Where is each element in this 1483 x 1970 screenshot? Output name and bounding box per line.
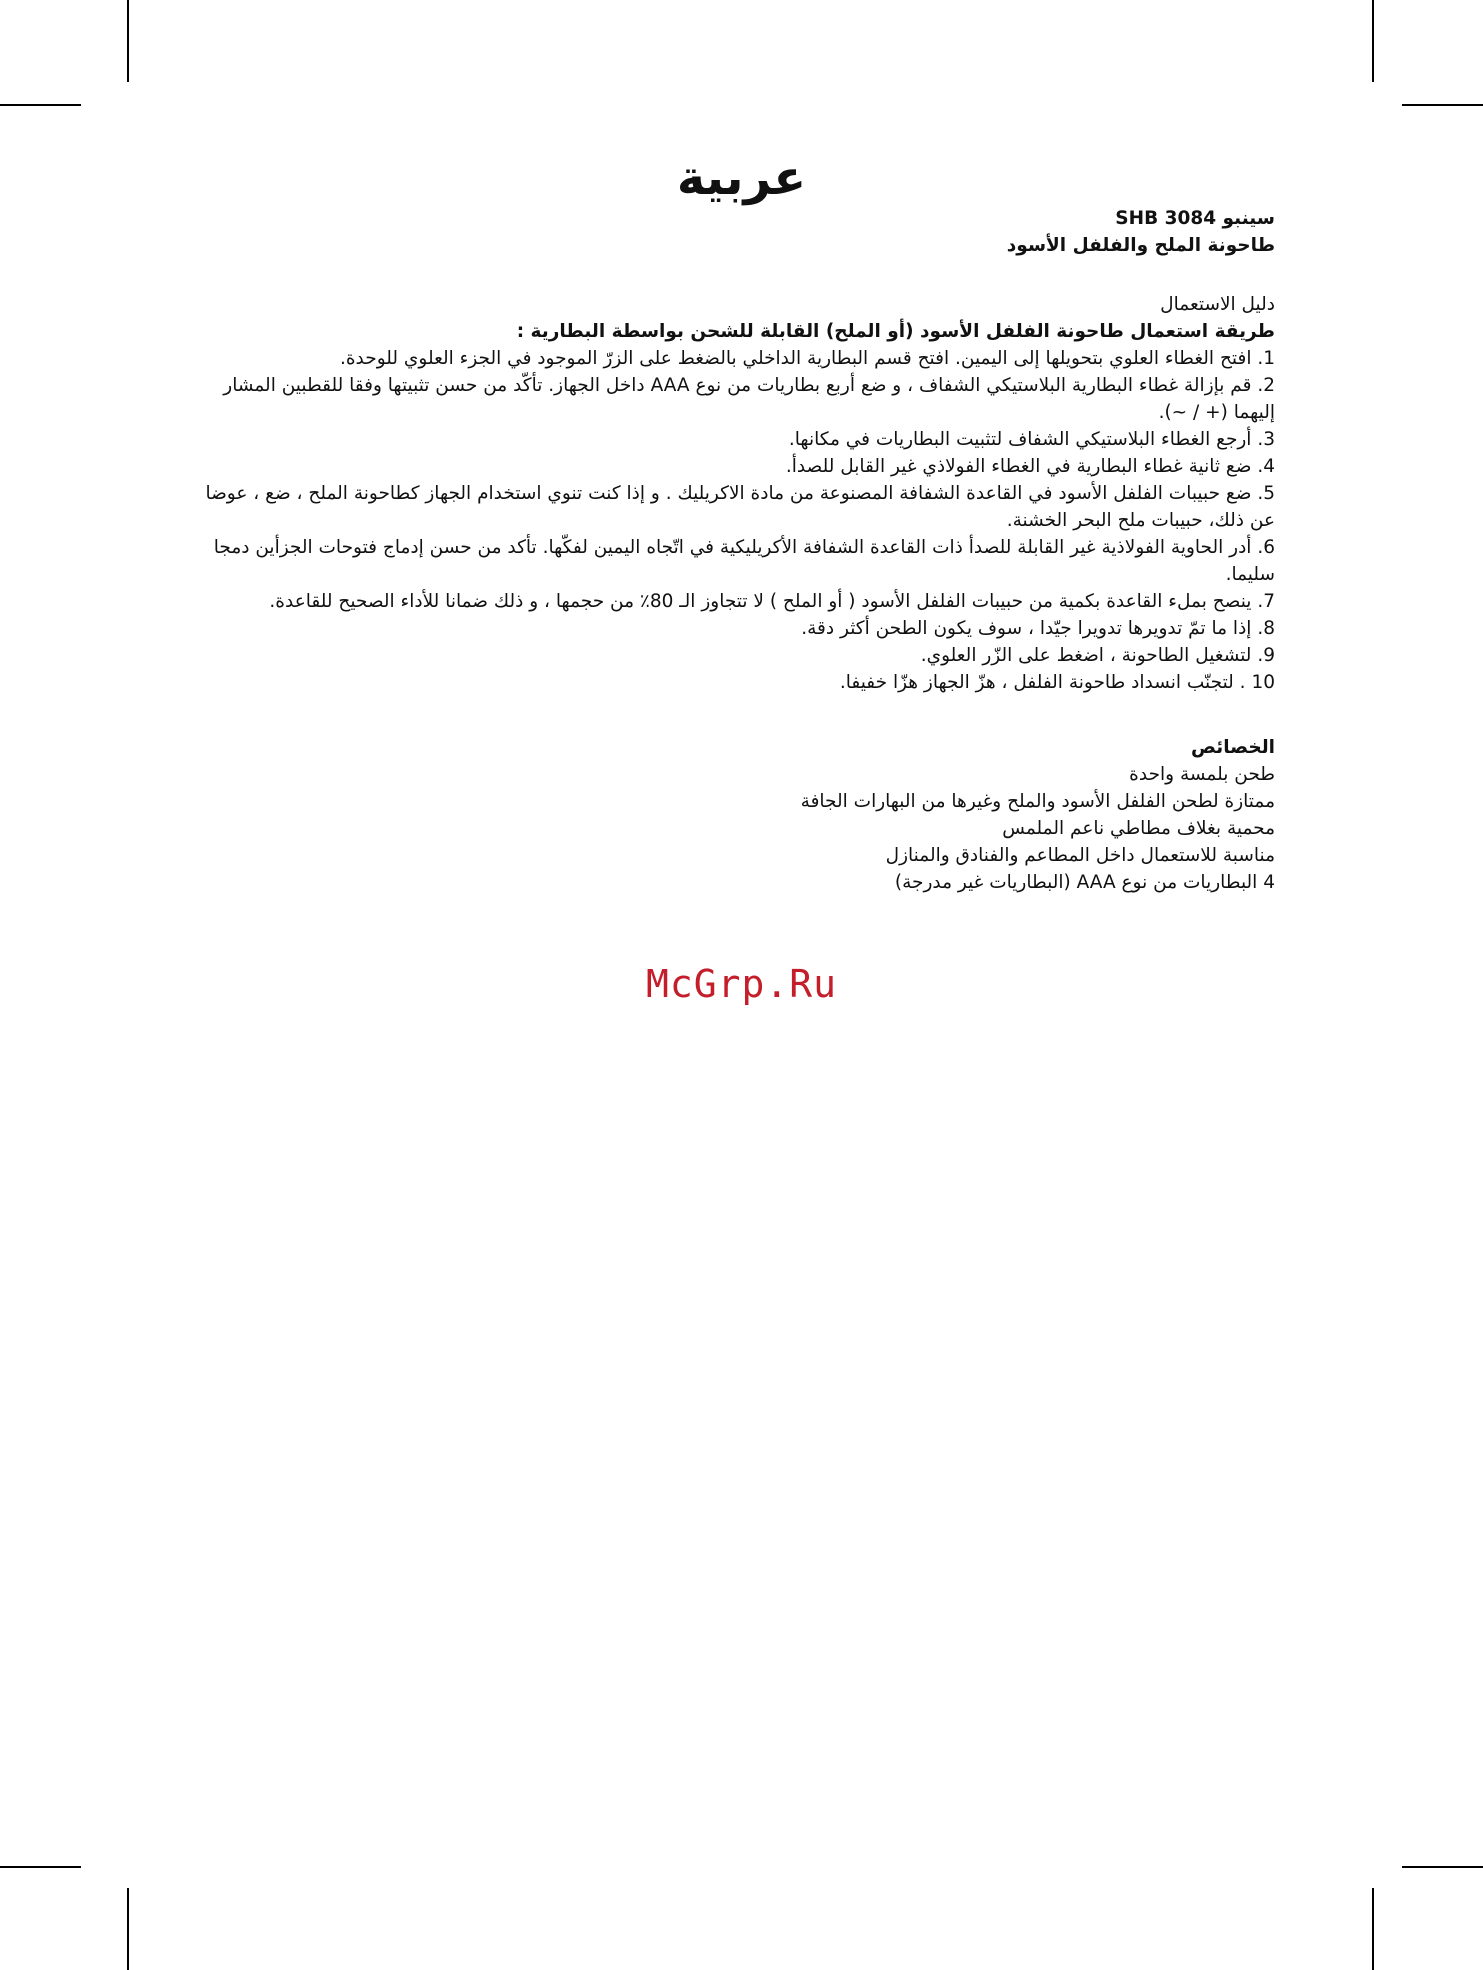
step-item: 10 . لتجنّب انسداد طاحونة الفلفل ، هزّ الجهاز هزّا خفيفا. xyxy=(839,672,1275,693)
step-item: 4. ضع ثانية غطاء البطارية في الغطاء الفولاذي غير القابل للصدأ. xyxy=(785,456,1275,477)
step-item: 5. ضع حبيبات الفلفل الأسود في القاعدة الشفافة المصنوعة من مادة الاكريليك . و إذا كنت تنوي استخدام الجهاز كطاحونة الملح ، ضع ، عوضا عن ذلك، حبيبات ملح البحر الخشنة. xyxy=(205,483,1275,531)
product-name: طاحونة الملح والفلفل الأسود xyxy=(1006,235,1275,256)
feature-item: ممتازة لطحن الفلفل الأسود والملح وغيرها من البهارات الجافة xyxy=(800,791,1275,812)
feature-item: مناسبة للاستعمال داخل المطاعم والفنادق والمنازل xyxy=(885,845,1275,866)
crop-mark xyxy=(1402,104,1483,106)
feature-item: طحن بلمسة واحدة xyxy=(1129,764,1275,785)
step-item: 3. أرجع الغطاء البلاستيكي الشفاف لتثبيت البطاريات في مكانها. xyxy=(788,429,1275,450)
crop-mark xyxy=(127,0,129,82)
features-title: الخصائص xyxy=(1191,737,1275,758)
steps-list xyxy=(200,345,1275,696)
product-model: سينبو SHB 3084 xyxy=(1115,208,1275,229)
crop-mark xyxy=(1372,1888,1374,1970)
crop-mark xyxy=(1372,0,1374,82)
document-body xyxy=(200,205,1275,896)
step-item: 6. أدر الحاوية الفولاذية غير القابلة للصدأ ذات القاعدة الشفافة الأكريليكية في اتّجاه اليمين لفكّها. تأكد من حسن إدماج فتوحات الجزأين دمجا سليما. xyxy=(213,537,1275,585)
step-item: 2. قم بإزالة غطاء البطارية البلاستيكي الشفاف ، و ضع أربع بطاريات من نوع AAA داخل الجهاز. تأكّد من حسن تثبيتها وفقا للقطبين المشار إليهما (+ / ~). xyxy=(223,375,1275,423)
step-item: 1. افتح الغطاء العلوي بتحويلها إلى اليمين. افتح قسم البطارية الداخلي بالضغط على الزرّ الموجود في الجزء العلوي للوحدة. xyxy=(339,348,1275,369)
step-item: 7. ينصح بملء القاعدة بكمية من حبيبات الفلفل الأسود ( أو الملح ) لا تتجاوز الـ 80٪ من حجمها ، و ذلك ضمانا للأداء الصحيح للقاعدة. xyxy=(269,591,1275,612)
usage-title: طريقة استعمال طاحونة الفلفل الأسود (أو الملح) القابلة للشحن بواسطة البطارية : xyxy=(516,321,1275,342)
crop-mark xyxy=(127,1888,129,1970)
crop-mark xyxy=(0,104,81,106)
feature-item: 4 البطاريات من نوع AAA (البطاريات غير مدرجة) xyxy=(894,872,1275,893)
manual-label: دليل الاستعمال xyxy=(1160,294,1275,315)
crop-mark xyxy=(0,1866,81,1868)
watermark-logo: McGrp.Ru xyxy=(645,962,838,1006)
features-list xyxy=(200,761,1275,896)
step-item: 8. إذا ما تمّ تدويرها تدويرا جيّدا ، سوف يكون الطحن أكثر دقة. xyxy=(801,618,1275,639)
page-heading: عربية xyxy=(676,150,807,206)
crop-mark xyxy=(1402,1866,1483,1868)
feature-item: محمية بغلاف مطاطي ناعم الملمس xyxy=(1002,818,1275,839)
step-item: 9. لتشغيل الطاحونة ، اضغط على الزّر العلوي. xyxy=(920,645,1275,666)
